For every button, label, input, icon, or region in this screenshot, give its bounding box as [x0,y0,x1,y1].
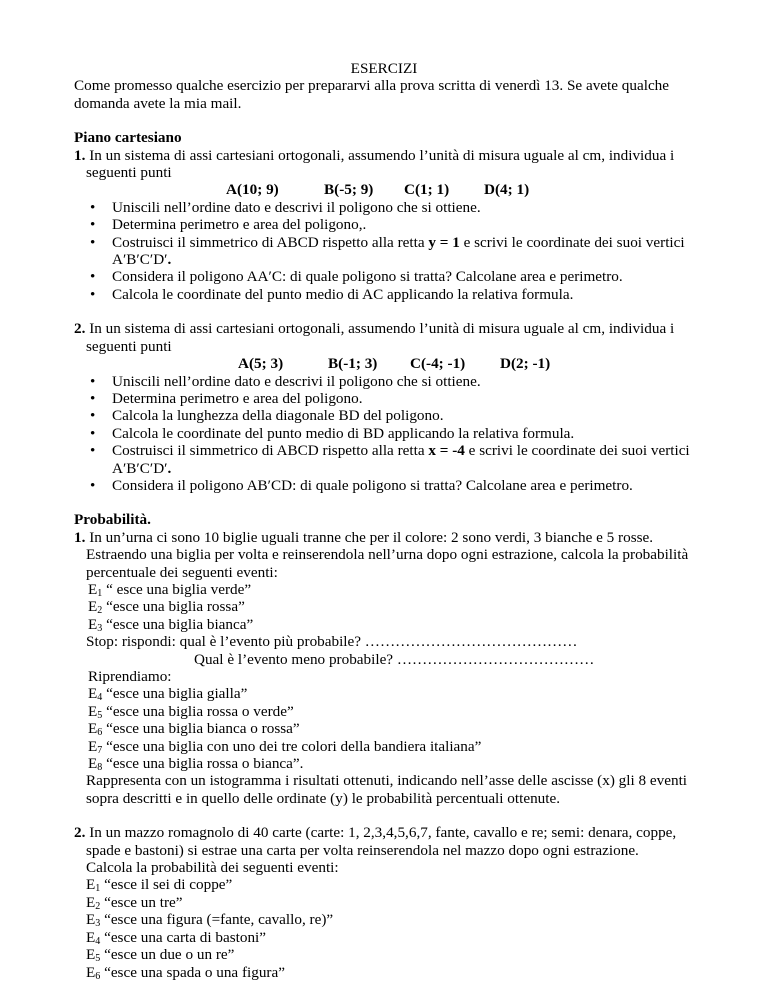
prob-exercise-1-text [74,529,694,581]
exercise-number: 2. [74,320,86,338]
list-item-period: . [167,459,172,477]
event-item: $E_1$ “esce il sei di coppe” [86,876,233,895]
events-list-a [74,581,694,633]
section-heading-piano: Piano cartesiano [74,129,182,147]
event-item: $E_4$ “esce una carta di bastoni” [86,928,266,947]
events-list-c [74,876,694,980]
page-title: ESERCIZI [350,60,418,77]
prob-exercise-1-body: In un’urna ci sono 10 biglie uguali tranne che per il colore: 2 sono verdi, 3 bianche e 5 rosse. Estraendo una biglia per volta e reinserendola nell’urna dopo ogni estrazione, calcola la probabilità percentuale dei seguenti eventi: [85,528,689,581]
event-item: $E_2$ “esce un tre” [86,893,183,912]
point-d: D(4; 1) [484,181,530,199]
section-heading-probabilita: Probabilità. [74,511,151,529]
list-item: • Uniscili nell’ordine dato e descrivi il poligono che si ottiene. [86,199,694,216]
exercise-number: 2. [74,824,86,842]
event-item: $E_3$ “esce una biglia bianca” [88,615,254,634]
point-c: C(1; 1) [404,181,450,199]
prob-exercise-2-text [74,824,694,859]
point-b: B(-5; 9) [324,181,374,199]
point-c: C(-4; -1) [410,355,466,373]
list-item: • Calcola le coordinate del punto medio di BD applicando la relativa formula. [86,425,694,442]
bullet-list-2 [74,373,694,495]
document-page [74,60,694,981]
prob-exercise-2-body: In un mazzo romagnolo di 40 carte (carte: 1, 2,3,4,5,6,7, fante, cavallo e re; semi: denara, coppe, spade e bastoni) si estrae una carta per volta reinserendola nel mazzo dopo ogni estrazione. [85,824,677,859]
point-d: D(2; -1) [500,355,551,373]
stop-question-2: Qual è l’evento meno probabile? ………………………………… [194,650,595,668]
list-item: • Determina perimetro e area del poligono. [86,390,694,407]
event-item: $E_6$ “esce una spada o una figura” [86,963,285,982]
exercise-2-body: In un sistema di assi cartesiani ortogonali, assumendo l’unità di misura uguale al cm, individua i seguenti punti [85,320,675,355]
event-item: $E_4$ “esce una biglia gialla” [88,685,248,704]
retta-equation: x = -4 [428,442,465,460]
stop-question-1: Stop: rispondi: qual è l’evento più probabile? …………………………………… [86,633,578,651]
list-item: • Considera il poligono AB′CD: di quale poligono si tratta? Calcolane area e perimetro. [86,477,694,494]
event-item: $E_6$ “esce una biglia bianca o rossa” [88,720,300,739]
intro-text: Come promesso qualche esercizio per prepararvi alla prova scritta di venerdì 13. Se avete qualche domanda avete la mia mail. [74,77,670,112]
list-item-text: Costruisci il simmetrico di ABCD rispetto alla retta [112,442,429,460]
list-item [86,234,694,269]
event-item: $E_3$ “esce una figura (=fante, cavallo, re)” [86,911,334,930]
histogram-instruction: Rappresenta con un istogramma i risultati ottenuti, indicando nell’asse delle ascisse (x) gli 8 eventi sopra descritti e in quello delle ordinate (y) le probabilità percentuali ottenute. [86,772,688,807]
list-item: • Calcola la lunghezza della diagonale BD del poligono. [86,407,694,424]
points-list-1 [74,181,694,198]
point-b: B(-1; 3) [328,355,378,373]
list-item-text: e scrivi le coordinate dei suoi vertici A′B′C′D′ [112,233,685,269]
events-list-b [74,685,694,772]
exercise-number: 1. [74,146,86,164]
prob-exercise-2-line2: Calcola la probabilità dei seguenti eventi: [86,859,339,877]
exercise-2-text [74,320,694,355]
event-item: $E_5$ “esce un due o un re” [86,946,235,965]
riprendiamo-label: Riprendiamo: [88,668,172,685]
list-item-period: . [167,251,172,269]
point-a: A(5; 3) [238,355,284,373]
list-item: • Calcola le coordinate del punto medio di AC applicando la relativa formula. [86,286,694,303]
list-item: • Uniscili nell’ordine dato e descrivi il poligono che si ottiene. [86,373,694,390]
exercise-number: 1. [74,528,86,546]
event-item: $E_8$ “esce una biglia rossa o bianca”. [88,755,304,774]
event-item: $E_7$ “esce una biglia con uno dei tre colori della bandiera italiana” [88,737,482,756]
retta-equation: y = 1 [428,233,460,251]
bullet-list-1 [74,199,694,303]
event-item: $E_5$ “esce una biglia rossa o verde” [88,702,294,721]
list-item: • Determina perimetro e area del poligono,. [86,216,694,233]
list-item: • Considera il poligono AA′C: di quale poligono si tratta? Calcolane area e perimetro. [86,268,694,285]
list-item-text: e scrivi le coordinate dei suoi vertici A′B′C′D′ [112,442,690,477]
exercise-1-body: In un sistema di assi cartesiani ortogonali, assumendo l’unità di misura uguale al cm, individua i seguenti punti [85,146,675,182]
list-item-text: Costruisci il simmetrico di ABCD rispetto alla retta [112,233,429,251]
list-item [86,442,694,477]
point-a: A(10; 9) [226,181,279,199]
event-item: $E_1$ “ esce una biglia verde” [88,580,252,599]
event-item: $E_2$ “esce una biglia rossa” [88,598,245,617]
exercise-1-text [74,147,694,182]
points-list-2 [74,355,694,372]
